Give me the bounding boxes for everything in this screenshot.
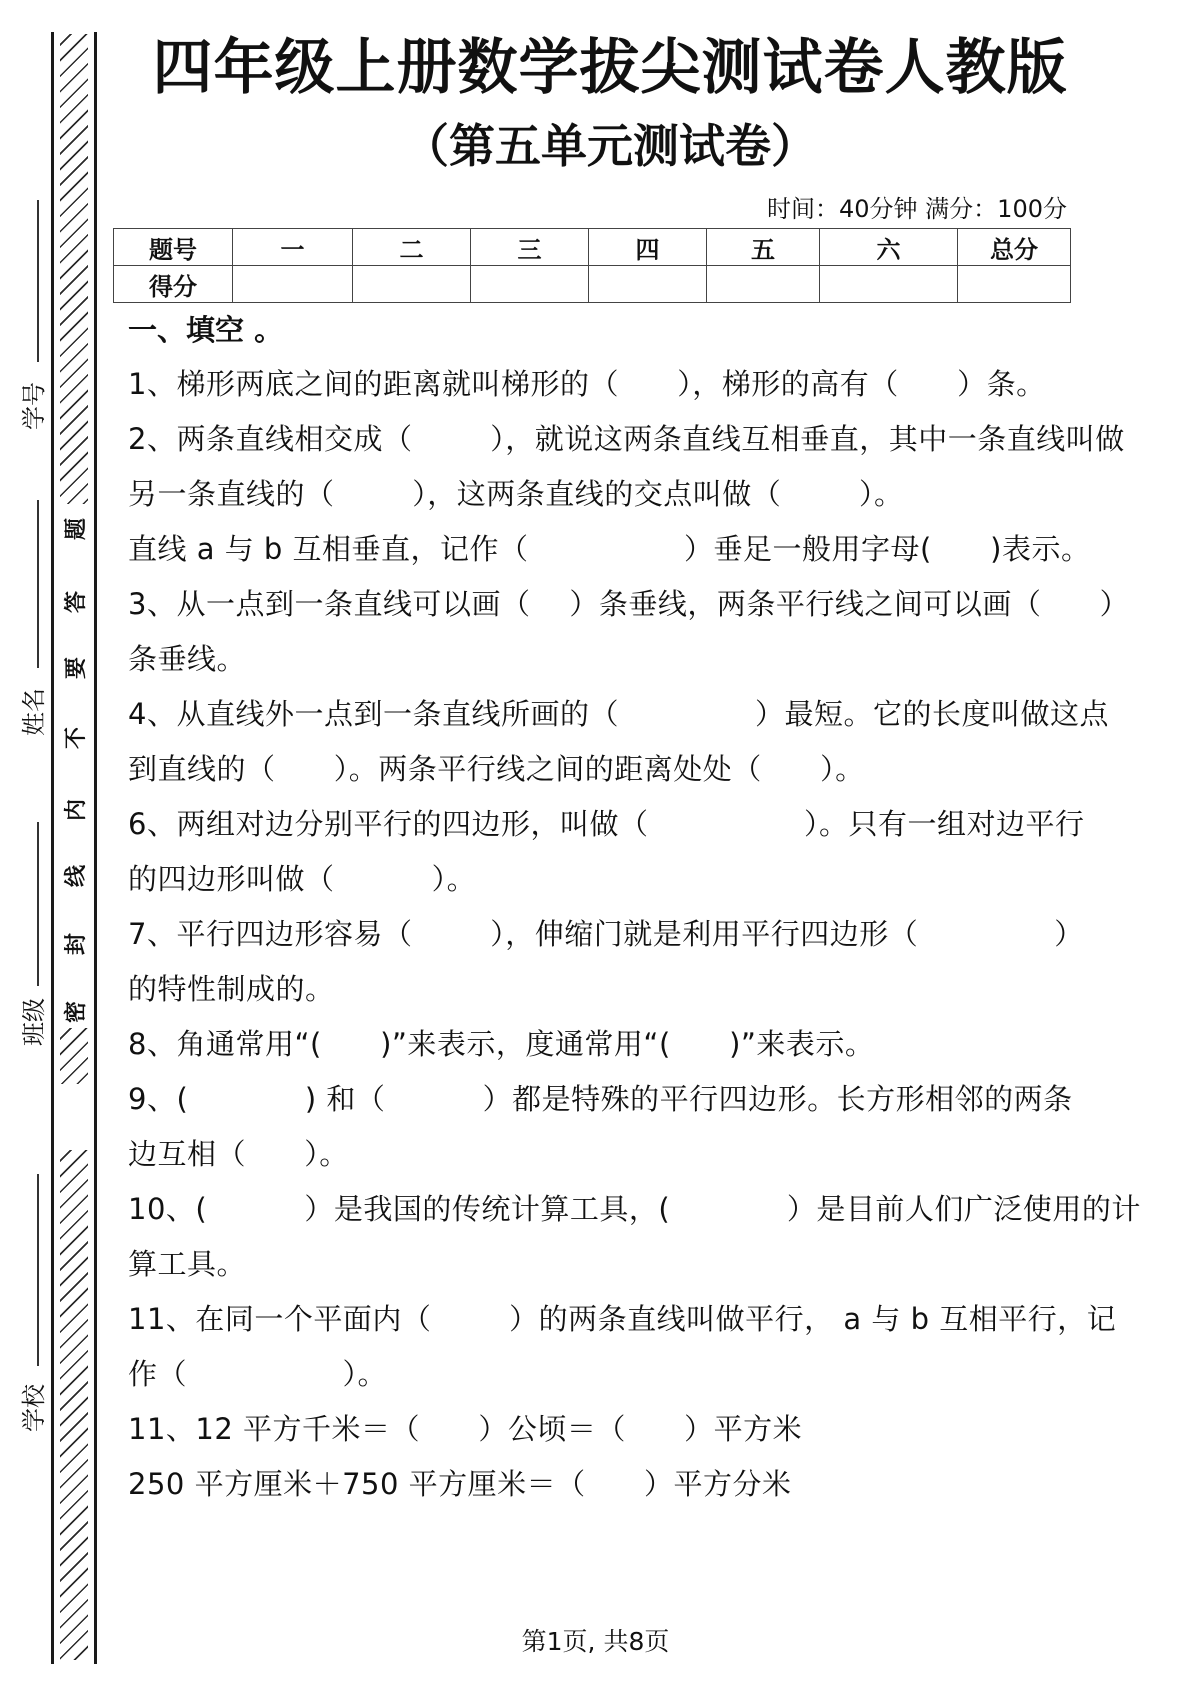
question-line: 的四边形叫做（ ）。	[128, 862, 477, 896]
question-line: 11、12 平方千米＝（ ）公顷＝（ ）平方米	[128, 1412, 803, 1446]
score-cell[interactable]	[820, 266, 958, 303]
page-title: 四年级上册数学拔尖测试卷人教版	[152, 33, 1068, 103]
question-line: 6、两组对边分别平行的四边形，叫做（ ）。只有一组对边平行	[128, 807, 1085, 841]
score-cell[interactable]	[353, 266, 471, 303]
question-line: 条垂线。	[128, 642, 247, 676]
score-table-score-row	[114, 266, 1071, 303]
table-header-cell: 五	[707, 229, 820, 266]
question-line: 2、两条直线相交成（ ），就说这两条直线互相垂直，其中一条直线叫做	[128, 422, 1125, 456]
seal-char: 要	[60, 654, 88, 682]
question-line: 9、( ) 和（ ）都是特殊的平行四边形。长方形相邻的两条	[128, 1082, 1073, 1116]
score-cell[interactable]	[589, 266, 707, 303]
question-line: 的特性制成的。	[128, 972, 335, 1006]
seal-char: 线	[60, 862, 88, 890]
question-line: 到直线的（ ）。两条平行线之间的距离处处（ ）。	[128, 752, 865, 786]
school-label: 学校	[19, 1384, 48, 1432]
section-title: 一、填空 。	[128, 313, 284, 347]
score-cell[interactable]	[958, 266, 1071, 303]
school-underline[interactable]	[37, 1174, 39, 1366]
question-line: 边互相（ ）。	[128, 1137, 349, 1171]
question-line: 3、从一点到一条直线可以画（ ）条垂线，两条平行线之间可以画（ ）	[128, 587, 1130, 621]
name-label: 姓名	[19, 688, 48, 736]
name-underline[interactable]	[37, 500, 39, 668]
table-row-label: 得分	[114, 266, 233, 303]
student-id-underline[interactable]	[37, 200, 39, 362]
question-line: 算工具。	[128, 1247, 247, 1281]
class-underline[interactable]	[37, 822, 39, 986]
hatch-pattern	[60, 1028, 88, 1084]
table-header-cell: 总分	[958, 229, 1071, 266]
seal-char: 题	[60, 515, 88, 543]
class-label: 班级	[19, 998, 48, 1046]
hatch-pattern	[60, 1150, 88, 1660]
seal-char: 不	[60, 724, 88, 752]
table-header-cell: 六	[820, 229, 958, 266]
question-line: 4、从直线外一点到一条直线所画的（ ）最短。它的长度叫做这点	[128, 697, 1110, 731]
question-line: 1、梯形两底之间的距离就叫梯形的（ ），梯形的高有（ ）条。	[128, 367, 1046, 401]
exam-meta: 时间：40分钟 满分：100分	[767, 195, 1067, 223]
page-number: 第1页, 共8页	[521, 1627, 670, 1656]
score-cell[interactable]	[471, 266, 589, 303]
question-line: 7、平行四边形容易（ ），伸缩门就是利用平行四边形（ ）	[128, 917, 1084, 951]
score-table	[113, 228, 1071, 303]
table-header-cell: 题号	[114, 229, 233, 266]
question-line: 10、( ）是我国的传统计算工具，( ）是目前人们广泛使用的计	[128, 1192, 1141, 1226]
score-cell[interactable]	[707, 266, 820, 303]
question-line: 作（ ）。	[128, 1357, 387, 1391]
question-line: 直线 a 与 b 互相垂直，记作（ ）垂足一般用字母( )表示。	[128, 532, 1091, 566]
student-id-label: 学号	[19, 382, 48, 430]
seal-char: 答	[60, 588, 88, 616]
hatch-pattern	[60, 34, 88, 504]
seal-char: 封	[60, 930, 88, 958]
question-line: 8、角通常用“( )”来表示，度通常用“( )”来表示。	[128, 1027, 875, 1061]
binding-inner-line	[94, 32, 97, 1664]
table-header-cell: 一	[233, 229, 353, 266]
table-header-cell: 四	[589, 229, 707, 266]
score-table-header-row	[114, 229, 1071, 266]
question-line: 另一条直线的（ ），这两条直线的交点叫做（ ）。	[128, 477, 904, 511]
question-line: 11、在同一个平面内（ ）的两条直线叫做平行， a 与 b 互相平行，记	[128, 1302, 1117, 1336]
seal-char: 密	[60, 998, 88, 1026]
seal-char: 内	[60, 796, 88, 824]
table-header-cell: 二	[353, 229, 471, 266]
question-line: 250 平方厘米＋750 平方厘米＝（ ）平方分米	[128, 1467, 792, 1501]
page-subtitle: （第五单元测试卷）	[403, 119, 817, 173]
table-header-cell: 三	[471, 229, 589, 266]
score-cell[interactable]	[233, 266, 353, 303]
